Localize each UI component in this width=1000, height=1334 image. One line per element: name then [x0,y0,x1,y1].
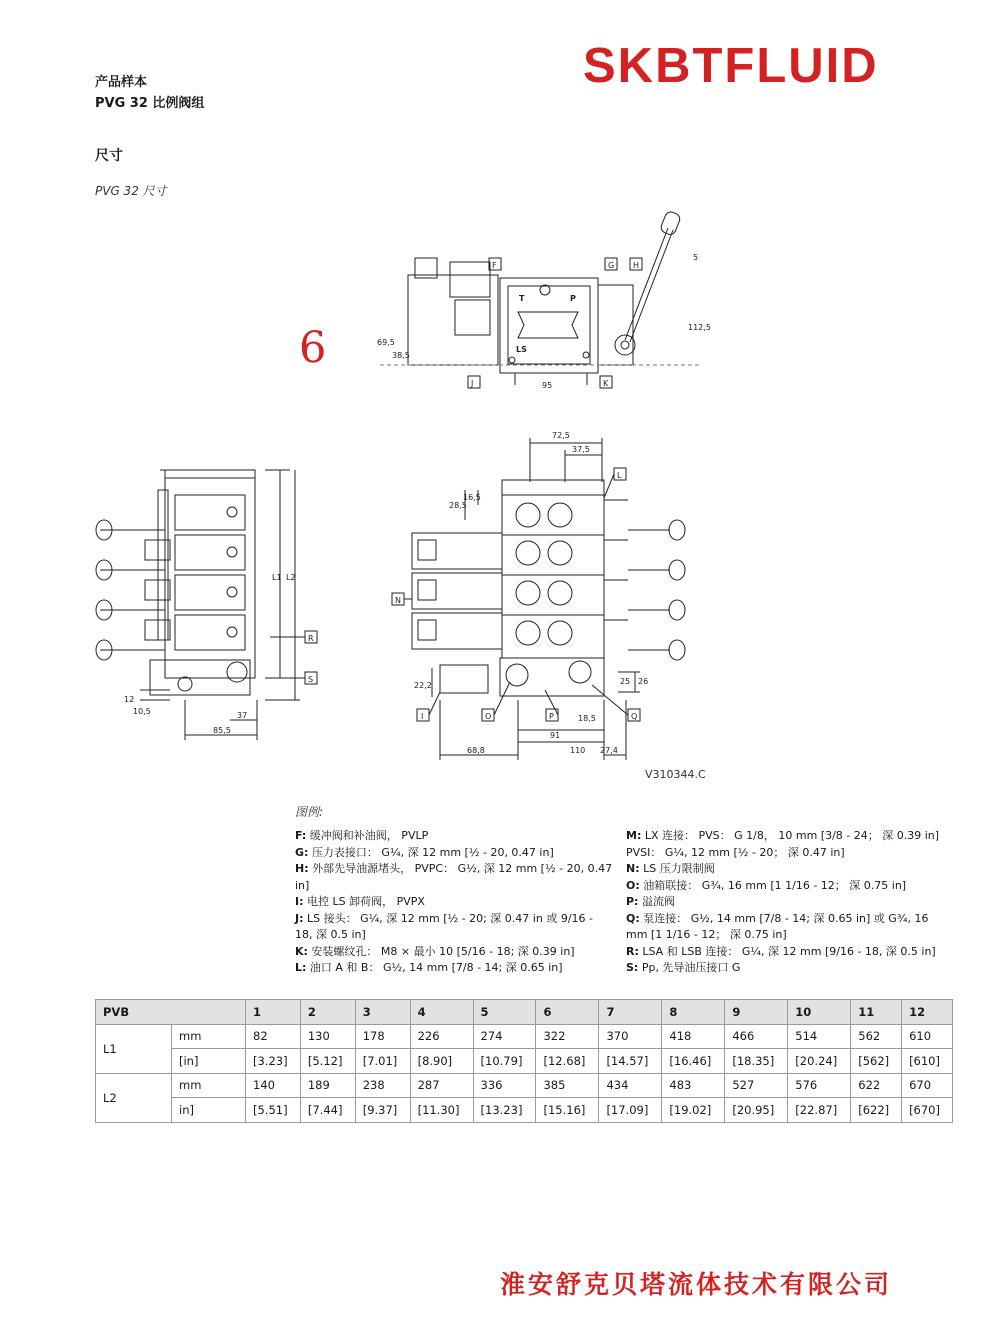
dim-18-5: 18,5 [578,714,596,723]
legend-item-p: P: 溢流阀 [626,895,675,908]
table-header-cell: 9 [725,1000,788,1025]
table-cell: [12.68] [536,1049,599,1074]
table-header-cell: 8 [662,1000,725,1025]
dim-12: 12 [124,695,135,704]
dim-110: 110 [570,746,586,755]
subsection-title: PVG 32 尺寸 [95,184,167,198]
table-cell: [3.23] [246,1049,301,1074]
table-cell: [9.37] [355,1098,410,1123]
table-cell: [622] [851,1098,902,1123]
legend-item-l: L: 油口 A 和 B： G½, 14 mm [7/8 - 14; 深 0.65 in] [295,961,563,974]
legend-item-g: G: 压力表接口： G¼, 深 12 mm [½ - 20, 0.47 in] [295,845,554,859]
legend-item-m: M: LX 连接： PVS： G 1/8， 10 mm [3/8 - 24； 深 0.39 in] PVSI： G¼, 12 mm [½ - 20； 深 0.47 in] [626,829,940,859]
table-header-cell: 5 [473,1000,536,1025]
table-cell: [7.44] [300,1098,355,1123]
unit-cell: mm [172,1024,246,1049]
page-number-mark: 6 [299,323,327,373]
dim-91: 91 [550,731,561,740]
callout-s: S [308,675,314,684]
dim-25: 25 [620,677,631,686]
table-cell: 514 [788,1024,851,1049]
table-cell: 130 [300,1024,355,1049]
dim-112-5: 112,5 [688,323,711,332]
table-row [96,1049,953,1074]
callout-g: G [608,261,615,270]
table-header-cell: 7 [599,1000,662,1025]
front-view [392,438,685,760]
table-cell: [13.23] [473,1098,536,1123]
table-header-cell: 6 [536,1000,599,1025]
callout-n: N [395,596,401,605]
dim-16-5: 16,5 [463,493,481,502]
table-cell: [20.24] [788,1049,851,1074]
table-cell: [14.57] [599,1049,662,1074]
table-header-cell: 2 [300,1000,355,1025]
callout-k: K [603,379,609,388]
legend-right [626,828,951,977]
table-cell: [17.09] [599,1098,662,1123]
table-header-cell: 10 [788,1000,851,1025]
dim-85-5: 85,5 [213,726,231,735]
table-header-cell: PVB [96,1000,246,1025]
legend-item-j: J: LS 接头： G¼, 深 12 mm [½ - 20; 深 0.47 in 或 9/16 - 18, 深 0.5 in] [295,911,593,941]
table-cell: 322 [536,1024,599,1049]
legend-title: 图例: [295,805,324,819]
legend-item-r: R: LSA 和 LSB 连接： G¼, 深 12 mm [9/16 - 18, 深 0.5 in] [626,944,936,958]
callout-q: Q [631,712,638,721]
dim-l2: L2 [286,573,296,582]
table-cell: 385 [536,1073,599,1098]
table-header-row [96,1000,953,1025]
callout-i: I [421,712,424,721]
table-cell: [5.12] [300,1049,355,1074]
dim-22-2: 22,2 [414,681,432,690]
unit-cell: in] [172,1098,246,1123]
table-header-cell: 3 [355,1000,410,1025]
table-cell: 670 [902,1073,953,1098]
table-cell: [8.90] [410,1049,473,1074]
table-cell: 483 [662,1073,725,1098]
table-cell: [16.46] [662,1049,725,1074]
table-cell: [19.02] [662,1098,725,1123]
row-label-l1: L1 [96,1024,172,1073]
table-cell: 576 [788,1073,851,1098]
table-cell: 434 [599,1073,662,1098]
legend-item-i: I: 电控 LS 卸荷阀， PVPX [295,895,425,908]
table-cell: 622 [851,1073,902,1098]
dim-26: 26 [638,677,649,686]
legend-item-s: S: Pp, 先导油压接口 G [626,961,741,974]
drawing-code: V310344.C [645,768,706,781]
unit-cell: [in] [172,1049,246,1074]
table-cell: 189 [300,1073,355,1098]
dim-38-5: 38,5 [392,351,410,360]
table-cell: 178 [355,1024,410,1049]
callout-o: O [485,712,492,721]
table-cell: [562] [851,1049,902,1074]
table-cell: [7.01] [355,1049,410,1074]
dim-27-4: 27,4 [600,746,618,755]
legend-left [295,828,613,977]
callout-f: F [492,261,497,270]
brand-logo: SKBTFLUID [583,39,879,93]
product-title: PVG 32 比例阀组 [95,96,205,111]
legend-item-n: N: LS 压力限制阀 [626,862,715,875]
catalog-label: 产品样本 [95,75,148,90]
callout-j: J [471,379,474,388]
dim-5: 5 [693,253,699,262]
table-cell: 418 [662,1024,725,1049]
table-cell: 562 [851,1024,902,1049]
callout-l: L [617,471,622,480]
table-cell: 336 [473,1073,536,1098]
table-row [96,1073,953,1098]
callout-h: H [633,261,640,270]
table-cell: 466 [725,1024,788,1049]
port-label-p: P [570,294,576,303]
company-name: 淮安舒克贝塔流体技术有限公司 [500,1270,893,1299]
callout-p: P [549,712,554,721]
dim-72-5: 72,5 [552,431,570,440]
table-cell: 226 [410,1024,473,1049]
table-cell: 610 [902,1024,953,1049]
dim-68-8: 68,8 [467,746,485,755]
table-cell: 82 [246,1024,301,1049]
top-view [380,210,700,385]
table-cell: [10.79] [473,1049,536,1074]
table-header-cell: 4 [410,1000,473,1025]
dim-10-5: 10,5 [133,707,151,716]
dim-69-5: 69,5 [377,338,395,347]
table-cell: [22.87] [788,1098,851,1123]
table-cell: [18.35] [725,1049,788,1074]
table-row [96,1098,953,1123]
port-label-t: T [519,294,525,303]
legend-item-h: H: 外部先导油源堵头， PVPC： G½, 深 12 mm [½ - 20, 0.47 in] [295,862,613,892]
table-cell: 140 [246,1073,301,1098]
legend-item-o: O: 油箱联接： G¾, 16 mm [1 1/16 - 12； 深 0.75 in] [626,878,907,892]
dim-37-5: 37,5 [572,445,590,454]
table-cell: 287 [410,1073,473,1098]
table-cell: [670] [902,1098,953,1123]
table-header-cell: 11 [851,1000,902,1025]
table-cell: [610] [902,1049,953,1074]
unit-cell: mm [172,1073,246,1098]
table-header-cell: 12 [902,1000,953,1025]
legend-item-f: F: 缓冲阀和补油阀， PVLP [295,829,429,842]
table-cell: [5.51] [246,1098,301,1123]
dim-37: 37 [237,711,248,720]
row-label-l2: L2 [96,1073,172,1122]
table-cell: [20.95] [725,1098,788,1123]
table-header-cell: 1 [246,1000,301,1025]
table-cell: 370 [599,1024,662,1049]
table-cell: 274 [473,1024,536,1049]
legend-item-q: Q: 泵连接： G½, 14 mm [7/8 - 14; 深 0.65 in] 或 G¾, 16 mm [1 1/16 - 12； 深 0.75 in] [626,911,929,941]
dim-l1: L1 [272,573,282,582]
dim-95: 95 [542,381,553,390]
table-cell: [11.30] [410,1098,473,1123]
callout-r: R [308,634,314,643]
legend-item-k: K: 安装螺纹孔： M8 × 最小 10 [5/16 - 18; 深 0.39 in] [295,944,575,958]
port-label-ls: LS [516,345,527,354]
dimension-table [95,999,953,1123]
table-cell: 238 [355,1073,410,1098]
table-cell: 527 [725,1073,788,1098]
dim-28-5: 28,5 [449,501,467,510]
table-cell: [15.16] [536,1098,599,1123]
table-row [96,1024,953,1049]
section-title: 尺寸 [95,148,123,164]
